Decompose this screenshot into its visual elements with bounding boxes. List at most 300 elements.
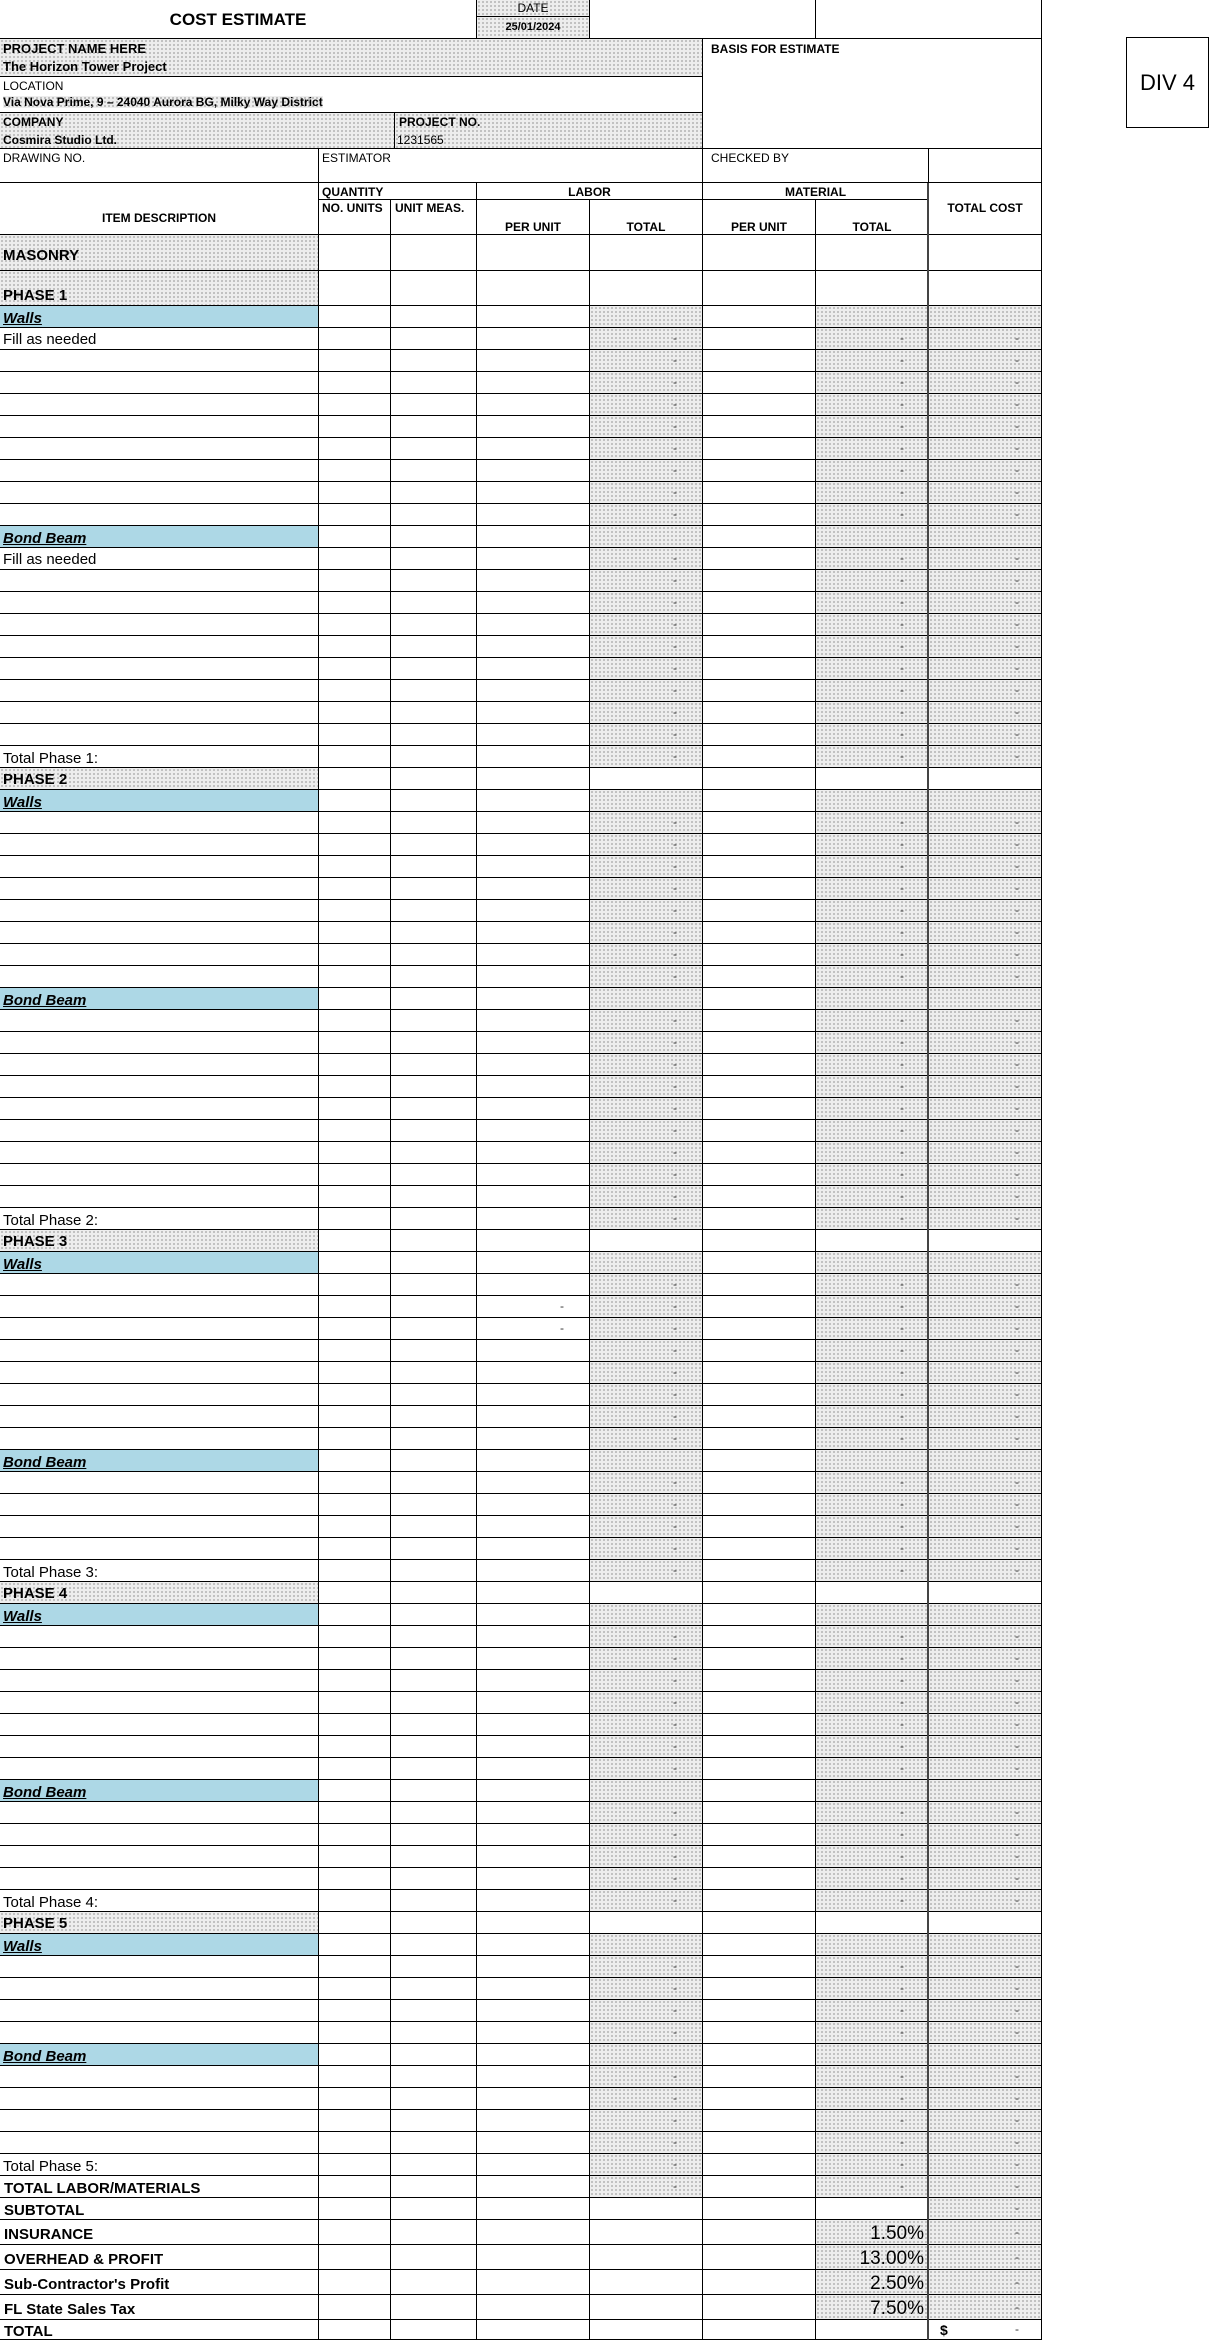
amount-dash: - <box>900 1343 904 1357</box>
blank-cell <box>703 1428 816 1450</box>
blank-cell <box>319 1604 391 1626</box>
amount-dash: - <box>1015 1123 1019 1137</box>
blank-cell <box>703 1736 816 1758</box>
item-description-cell <box>0 1868 319 1890</box>
amount-dash: - <box>900 705 904 719</box>
amount-cell <box>929 2176 1042 2198</box>
blank-cell <box>477 394 590 416</box>
amount-dash: - <box>673 2179 677 2193</box>
amount-dash: - <box>1015 375 1019 389</box>
blank-cell <box>319 1978 391 2000</box>
blank-cell <box>319 2320 391 2340</box>
blank-cell <box>391 1582 477 1604</box>
blank-cell <box>319 1494 391 1516</box>
amount-dash: - <box>900 2135 904 2149</box>
amount-dash: - <box>900 1123 904 1137</box>
amount-cell <box>816 1142 929 1164</box>
amount-cell <box>590 614 703 636</box>
amount-cell <box>816 548 929 570</box>
amount-dash: - <box>1015 1101 1019 1115</box>
total-cost-header: TOTAL COST <box>947 201 1023 215</box>
amount-dash: - <box>673 1409 677 1423</box>
col-material <box>703 183 929 200</box>
blank-cell <box>703 504 816 526</box>
amount-dash: - <box>560 1321 564 1335</box>
phase-title: PHASE 2 <box>3 771 68 788</box>
summary-label: INSURANCE <box>4 2226 94 2243</box>
amount-cell <box>816 702 929 724</box>
blank-cell <box>590 526 703 548</box>
blank-cell <box>391 1098 477 1120</box>
blank-cell <box>929 768 1042 790</box>
blank-cell <box>391 271 477 306</box>
amount-cell <box>816 1054 929 1076</box>
amount-cell <box>816 944 929 966</box>
blank-cell <box>477 614 590 636</box>
amount-cell <box>816 372 929 394</box>
blank-cell <box>703 1362 816 1384</box>
blank-cell <box>391 2000 477 2022</box>
amount-cell <box>816 1670 929 1692</box>
blank-cell <box>816 2044 929 2066</box>
amount-dash: - <box>673 617 677 631</box>
item-description-cell <box>0 1142 319 1164</box>
amount-cell <box>590 1956 703 1978</box>
amount-dash: - <box>1015 1519 1019 1533</box>
blank-cell <box>929 1252 1042 1274</box>
amount-dash: - <box>1015 881 1019 895</box>
blank-cell <box>319 2198 391 2220</box>
blank-cell <box>703 592 816 614</box>
blank-cell <box>816 790 929 812</box>
blank-cell <box>703 482 816 504</box>
blank-cell <box>590 2044 703 2066</box>
blank-cell <box>391 900 477 922</box>
item-description-cell <box>0 1010 319 1032</box>
item-description: Fill as needed <box>3 331 97 348</box>
amount-cell <box>929 2320 1042 2340</box>
amount-cell <box>929 680 1042 702</box>
amount-dash: - <box>1015 353 1019 367</box>
blank-cell <box>319 746 391 768</box>
amount-dash: - <box>1015 397 1019 411</box>
blank-cell <box>816 2320 929 2340</box>
amount-dash: - <box>1015 1387 1019 1401</box>
blank-cell <box>477 504 590 526</box>
item-description-cell <box>0 680 319 702</box>
amount-dash: - <box>673 1123 677 1137</box>
blank-cell <box>391 636 477 658</box>
amount-dash: - <box>900 1541 904 1555</box>
amount-dash: - <box>1015 617 1019 631</box>
subsection-cell <box>0 988 319 1010</box>
amount-cell <box>929 1076 1042 1098</box>
blank-cell <box>703 1714 816 1736</box>
amount-cell <box>590 1318 703 1340</box>
blank-cell <box>391 1252 477 1274</box>
blank-cell <box>391 1494 477 1516</box>
blank-cell <box>590 768 703 790</box>
amount-dash: - <box>1015 1651 1019 1665</box>
blank-cell <box>703 1406 816 1428</box>
item-description-cell <box>0 614 319 636</box>
amount-dash: - <box>673 1299 677 1313</box>
blank-cell <box>590 2245 703 2270</box>
company-label: COMPANY <box>3 115 64 129</box>
blank-cell <box>477 1450 590 1472</box>
amount-cell <box>590 504 703 526</box>
amount-cell <box>590 1340 703 1362</box>
blank-cell <box>477 2110 590 2132</box>
amount-cell <box>816 1076 929 1098</box>
item-description-cell <box>0 1032 319 1054</box>
blank-cell <box>391 2132 477 2154</box>
item-description-cell <box>0 900 319 922</box>
blank-cell <box>590 1780 703 1802</box>
amount-cell <box>816 1824 929 1846</box>
col-unit-meas <box>391 200 477 235</box>
item-description-cell <box>0 1318 319 1340</box>
amount-cell <box>816 878 929 900</box>
amount-cell <box>929 878 1042 900</box>
estimator-cell <box>319 149 703 183</box>
blank-cell <box>319 2295 391 2320</box>
item-description-cell <box>0 328 319 350</box>
blank-cell <box>477 2295 590 2320</box>
blank-cell <box>391 834 477 856</box>
blank-cell <box>391 1978 477 2000</box>
blank-cell <box>477 1560 590 1582</box>
blank-cell <box>703 2176 816 2198</box>
amount-dash: - <box>900 1013 904 1027</box>
blank-cell <box>319 1560 391 1582</box>
blank-cell <box>816 235 929 271</box>
summary-label: SUBTOTAL <box>4 2202 85 2219</box>
phase-title-cell <box>0 1912 319 1934</box>
blank-cell <box>391 1428 477 1450</box>
blank-cell <box>477 2022 590 2044</box>
blank-cell <box>477 2245 590 2270</box>
amount-cell <box>929 2270 1042 2295</box>
blank-cell <box>319 1142 391 1164</box>
amount-dash: - <box>900 661 904 675</box>
percentage-value: 1.50% <box>870 2223 924 2244</box>
blank-cell <box>391 372 477 394</box>
blank-cell <box>477 1010 590 1032</box>
blank-cell <box>319 900 391 922</box>
material-header: MATERIAL <box>784 185 847 199</box>
amount-cell <box>816 438 929 460</box>
amount-dash: - <box>673 375 677 389</box>
amount-cell <box>929 812 1042 834</box>
amount-dash: - <box>900 2069 904 2083</box>
blank-cell <box>391 482 477 504</box>
amount-cell <box>929 1758 1042 1780</box>
date-label-cell <box>477 0 590 17</box>
amount-cell <box>816 1164 929 1186</box>
division-title: MASONRY <box>3 247 80 264</box>
amount-cell <box>929 1098 1042 1120</box>
blank-cell <box>703 1076 816 1098</box>
amount-dash: - <box>900 1321 904 1335</box>
amount-dash: - <box>1015 2135 1019 2149</box>
blank-cell <box>319 1516 391 1538</box>
item-description-cell <box>0 1076 319 1098</box>
amount-cell <box>929 944 1042 966</box>
amount-cell <box>929 1208 1042 1230</box>
summary-label-cell <box>0 2295 319 2320</box>
amount-dash: - <box>673 331 677 345</box>
blank-cell <box>391 768 477 790</box>
percentage-value: 2.50% <box>870 2273 924 2294</box>
item-description-cell <box>0 746 319 768</box>
blank-cell <box>703 438 816 460</box>
blank-cell <box>703 922 816 944</box>
amount-dash: - <box>673 661 677 675</box>
blank-cell <box>703 1582 816 1604</box>
amount-cell <box>816 1384 929 1406</box>
blank-cell <box>319 1736 391 1758</box>
amount-cell <box>929 1714 1042 1736</box>
blank-cell <box>477 1186 590 1208</box>
amount-dash: - <box>900 749 904 763</box>
item-description-cell <box>0 350 319 372</box>
blank-cell <box>477 658 590 680</box>
amount-cell <box>816 1296 929 1318</box>
amount-dash: - <box>673 1057 677 1071</box>
blank-cell <box>319 1208 391 1230</box>
amount-cell <box>590 1274 703 1296</box>
blank-cell <box>319 988 391 1010</box>
blank-cell <box>319 922 391 944</box>
blank-cell <box>391 1340 477 1362</box>
amount-dash: - <box>1015 1343 1019 1357</box>
blank-cell <box>319 1648 391 1670</box>
blank-cell <box>703 1626 816 1648</box>
amount-dash: - <box>1015 1167 1019 1181</box>
amount-cell <box>816 1010 929 1032</box>
blank-cell <box>703 1780 816 1802</box>
blank-cell <box>477 1208 590 1230</box>
blank-cell <box>477 1956 590 1978</box>
subsection-label: Walls <box>3 1938 42 1955</box>
amount-cell <box>816 1626 929 1648</box>
blank-cell <box>319 1626 391 1648</box>
amount-cell <box>816 1868 929 1890</box>
amount-dash: - <box>900 1409 904 1423</box>
amount-cell <box>929 636 1042 658</box>
blank-cell <box>703 1010 816 1032</box>
amount-cell <box>929 1626 1042 1648</box>
amount-cell <box>816 570 929 592</box>
blank-cell <box>477 372 590 394</box>
blank-cell <box>703 680 816 702</box>
amount-cell <box>816 1494 929 1516</box>
item-description-cell <box>0 856 319 878</box>
amount-dash: - <box>673 1189 677 1203</box>
amount-dash: - <box>673 1475 677 1489</box>
item-description-cell <box>0 1670 319 1692</box>
amount-cell <box>816 2022 929 2044</box>
blank-cell <box>319 592 391 614</box>
amount-cell <box>929 328 1042 350</box>
item-description-cell <box>0 1186 319 1208</box>
blank-cell <box>391 1318 477 1340</box>
item-description-cell <box>0 438 319 460</box>
item-description-cell <box>0 2110 319 2132</box>
amount-dash: - <box>900 1959 904 1973</box>
blank-cell <box>703 1186 816 1208</box>
blank-cell <box>319 614 391 636</box>
blank-cell <box>319 1472 391 1494</box>
amount-cell <box>929 658 1042 680</box>
amount-cell <box>816 1186 929 1208</box>
blank-cell <box>703 2245 816 2270</box>
blank-cell <box>319 2066 391 2088</box>
amount-dash: - <box>900 925 904 939</box>
amount-cell <box>929 1824 1042 1846</box>
blank-cell <box>391 1846 477 1868</box>
blank-cell <box>391 1186 477 1208</box>
blank-cell <box>319 790 391 812</box>
amount-dash: - <box>1015 419 1019 433</box>
blank-cell <box>391 1868 477 1890</box>
amount-cell <box>590 2132 703 2154</box>
amount-cell <box>929 416 1042 438</box>
amount-cell <box>816 350 929 372</box>
basis-cell <box>703 39 1042 149</box>
amount-cell <box>590 636 703 658</box>
item-description-cell <box>0 1164 319 1186</box>
blank-cell <box>319 1010 391 1032</box>
col-labor-total <box>590 200 703 235</box>
blank-cell <box>477 702 590 724</box>
blank-cell <box>319 2088 391 2110</box>
phase-total-label: Total Phase 4: <box>3 1894 99 1911</box>
blank-cell <box>391 2270 477 2295</box>
amount-cell <box>929 2220 1042 2245</box>
amount-cell <box>929 2066 1042 2088</box>
blank-cell <box>929 1582 1042 1604</box>
amount-dash: - <box>1015 331 1019 345</box>
amount-dash: - <box>673 1717 677 1731</box>
blank-cell <box>477 1670 590 1692</box>
amount-cell <box>816 856 929 878</box>
amount-cell <box>816 724 929 746</box>
amount-cell <box>816 636 929 658</box>
amount-dash: - <box>673 1321 677 1335</box>
blank-cell <box>477 438 590 460</box>
amount-dash: - <box>1015 2322 1019 2336</box>
blank-cell <box>477 2198 590 2220</box>
amount-dash: - <box>673 1871 677 1885</box>
basis-label: BASIS FOR ESTIMATE <box>711 42 840 56</box>
amount-cell <box>929 1406 1042 1428</box>
amount-cell <box>590 966 703 988</box>
blank-cell <box>319 1318 391 1340</box>
amount-cell <box>816 2066 929 2088</box>
amount-dash: - <box>673 903 677 917</box>
blank-cell <box>703 1230 816 1252</box>
amount-cell <box>816 746 929 768</box>
amount-dash: - <box>900 1717 904 1731</box>
blank-cell <box>703 350 816 372</box>
blank-cell <box>477 1736 590 1758</box>
percentage-value: 7.50% <box>870 2298 924 2319</box>
location-value: Via Nova Prime, 9 – 24040 Aurora BG, Milky Way District <box>3 95 323 109</box>
subsection-label: Walls <box>3 794 42 811</box>
amount-dash: - <box>900 1563 904 1577</box>
blank-cell <box>477 1076 590 1098</box>
blank-cell <box>391 1362 477 1384</box>
amount-dash: - <box>1015 1035 1019 1049</box>
division-title-cell <box>0 235 319 271</box>
item-description-cell <box>0 570 319 592</box>
amount-cell <box>929 570 1042 592</box>
blank-cell <box>477 1164 590 1186</box>
amount-dash: - <box>900 1079 904 1093</box>
blank-cell <box>477 944 590 966</box>
blank-cell <box>319 482 391 504</box>
amount-cell <box>929 702 1042 724</box>
summary-label-cell <box>0 2198 319 2220</box>
blank-cell <box>703 2044 816 2066</box>
blank-cell <box>703 1670 816 1692</box>
blank-cell <box>703 1648 816 1670</box>
amount-dash: - <box>673 419 677 433</box>
blank-cell <box>477 1340 590 1362</box>
amount-dash: - <box>673 1893 677 1907</box>
blank-cell <box>477 2320 590 2340</box>
item-description-cell <box>0 1978 319 2000</box>
summary-label: Sub-Contractor's Profit <box>4 2276 170 2293</box>
item-description-cell <box>0 1736 319 1758</box>
blank-cell <box>391 2154 477 2176</box>
amount-cell <box>929 1736 1042 1758</box>
blank-cell <box>703 1142 816 1164</box>
blank-cell <box>816 1582 929 1604</box>
company-name: Cosmira Studio Ltd. <box>3 133 117 147</box>
amount-cell <box>590 1164 703 1186</box>
blank-cell <box>703 856 816 878</box>
amount-dash: - <box>673 1387 677 1401</box>
amount-dash: - <box>900 1497 904 1511</box>
blank-cell <box>319 1912 391 1934</box>
amount-cell <box>590 2066 703 2088</box>
blank-cell <box>319 526 391 548</box>
phase-title: PHASE 1 <box>3 287 68 304</box>
blank-cell <box>477 900 590 922</box>
amount-dash: - <box>673 1805 677 1819</box>
amount-dash: - <box>1015 441 1019 455</box>
blank-cell <box>391 878 477 900</box>
amount-cell <box>929 1846 1042 1868</box>
amount-cell <box>590 1186 703 1208</box>
blank-cell <box>391 1054 477 1076</box>
amount-cell <box>590 2176 703 2198</box>
amount-dash: - <box>1015 1277 1019 1291</box>
blank-cell <box>477 1824 590 1846</box>
amount-cell <box>929 834 1042 856</box>
subsection-label: Walls <box>3 310 42 327</box>
amount-cell <box>929 2022 1042 2044</box>
blank-cell <box>477 2044 590 2066</box>
amount-dash: - <box>1015 2069 1019 2083</box>
blank-cell <box>319 460 391 482</box>
amount-dash: - <box>900 1673 904 1687</box>
blank-cell <box>816 1252 929 1274</box>
amount-dash: - <box>673 1343 677 1357</box>
